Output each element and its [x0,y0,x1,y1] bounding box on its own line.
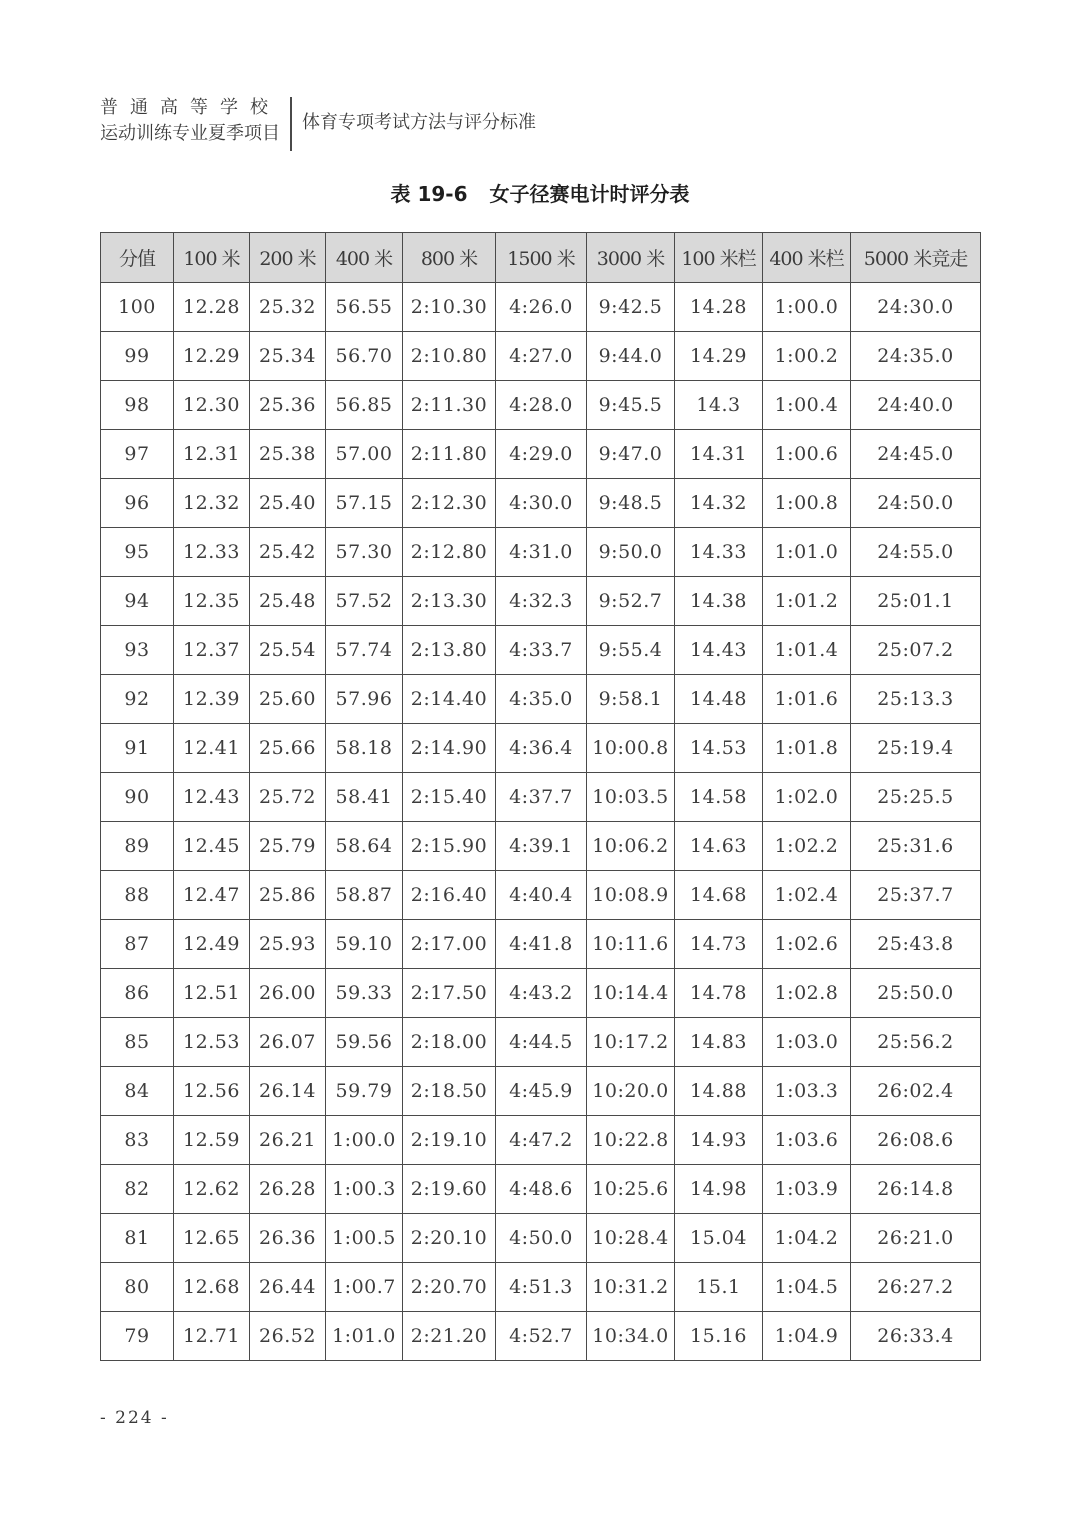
time-cell: 10:00.8 [587,724,675,773]
time-cell: 14.48 [675,675,763,724]
time-cell: 12.30 [174,381,250,430]
time-cell: 1:00.5 [326,1214,403,1263]
time-cell: 9:50.0 [587,528,675,577]
time-cell: 10:28.4 [587,1214,675,1263]
time-cell: 2:12.30 [403,479,496,528]
table-row [101,1116,981,1165]
time-cell: 1:02.8 [763,969,851,1018]
column-header: 3000 米 [587,233,675,283]
time-cell: 14.53 [675,724,763,773]
time-cell: 9:42.5 [587,283,675,332]
table-row [101,1165,981,1214]
time-cell: 25:25.5 [851,773,981,822]
score-cell: 87 [101,920,174,969]
time-cell: 12.41 [174,724,250,773]
time-cell: 14.83 [675,1018,763,1067]
time-cell: 26:02.4 [851,1067,981,1116]
table-row [101,626,981,675]
score-cell: 89 [101,822,174,871]
time-cell: 1:02.2 [763,822,851,871]
time-cell: 14.93 [675,1116,763,1165]
time-cell: 15.04 [675,1214,763,1263]
time-cell: 25.79 [250,822,326,871]
time-cell: 12.49 [174,920,250,969]
time-cell: 2:10.80 [403,332,496,381]
time-cell: 2:20.10 [403,1214,496,1263]
table-row [101,871,981,920]
time-cell: 10:08.9 [587,871,675,920]
score-cell: 79 [101,1312,174,1361]
column-header: 分值 [101,233,174,283]
time-cell: 59.33 [326,969,403,1018]
time-cell: 1:03.3 [763,1067,851,1116]
time-cell: 25.34 [250,332,326,381]
time-cell: 26:33.4 [851,1312,981,1361]
time-cell: 59.79 [326,1067,403,1116]
time-cell: 24:55.0 [851,528,981,577]
table-row [101,283,981,332]
time-cell: 26.28 [250,1165,326,1214]
time-cell: 25.60 [250,675,326,724]
score-cell: 90 [101,773,174,822]
time-cell: 25.93 [250,920,326,969]
table-row [101,381,981,430]
time-cell: 2:13.30 [403,577,496,626]
time-cell: 4:27.0 [496,332,587,381]
time-cell: 25:13.3 [851,675,981,724]
time-cell: 25:19.4 [851,724,981,773]
time-cell: 1:00.0 [326,1116,403,1165]
time-cell: 4:29.0 [496,430,587,479]
column-header: 400 米栏 [763,233,851,283]
time-cell: 1:02.0 [763,773,851,822]
time-cell: 14.33 [675,528,763,577]
time-cell: 1:01.8 [763,724,851,773]
time-cell: 14.29 [675,332,763,381]
table-row [101,1214,981,1263]
time-cell: 57.15 [326,479,403,528]
time-cell: 4:40.4 [496,871,587,920]
time-cell: 26:08.6 [851,1116,981,1165]
time-cell: 12.47 [174,871,250,920]
time-cell: 4:45.9 [496,1067,587,1116]
time-cell: 26.21 [250,1116,326,1165]
time-cell: 10:22.8 [587,1116,675,1165]
time-cell: 4:33.7 [496,626,587,675]
time-cell: 12.56 [174,1067,250,1116]
time-cell: 14.43 [675,626,763,675]
time-cell: 1:04.9 [763,1312,851,1361]
time-cell: 9:55.4 [587,626,675,675]
time-cell: 26.00 [250,969,326,1018]
time-cell: 9:44.0 [587,332,675,381]
time-cell: 10:06.2 [587,822,675,871]
time-cell: 26.44 [250,1263,326,1312]
time-cell: 58.87 [326,871,403,920]
time-cell: 1:02.4 [763,871,851,920]
time-cell: 25:07.2 [851,626,981,675]
time-cell: 25:50.0 [851,969,981,1018]
time-cell: 4:36.4 [496,724,587,773]
time-cell: 25:43.8 [851,920,981,969]
time-cell: 1:01.2 [763,577,851,626]
time-cell: 4:37.7 [496,773,587,822]
time-cell: 26.14 [250,1067,326,1116]
time-cell: 10:25.6 [587,1165,675,1214]
time-cell: 2:19.10 [403,1116,496,1165]
score-cell: 84 [101,1067,174,1116]
time-cell: 15.1 [675,1263,763,1312]
time-cell: 12.45 [174,822,250,871]
time-cell: 57.74 [326,626,403,675]
score-cell: 88 [101,871,174,920]
time-cell: 25:56.2 [851,1018,981,1067]
time-cell: 4:30.0 [496,479,587,528]
time-cell: 10:17.2 [587,1018,675,1067]
time-cell: 12.71 [174,1312,250,1361]
time-cell: 2:15.90 [403,822,496,871]
time-cell: 12.65 [174,1214,250,1263]
time-cell: 4:41.8 [496,920,587,969]
time-cell: 4:39.1 [496,822,587,871]
score-cell: 85 [101,1018,174,1067]
header-left [100,95,290,147]
time-cell: 25.36 [250,381,326,430]
time-cell: 4:44.5 [496,1018,587,1067]
time-cell: 2:11.80 [403,430,496,479]
time-cell: 2:16.40 [403,871,496,920]
time-cell: 1:00.3 [326,1165,403,1214]
time-cell: 26:27.2 [851,1263,981,1312]
time-cell: 4:48.6 [496,1165,587,1214]
time-cell: 25.38 [250,430,326,479]
time-cell: 1:03.6 [763,1116,851,1165]
time-cell: 10:14.4 [587,969,675,1018]
time-cell: 12.28 [174,283,250,332]
table-row [101,675,981,724]
time-cell: 1:00.6 [763,430,851,479]
time-cell: 14.73 [675,920,763,969]
column-header: 5000 米竞走 [851,233,981,283]
time-cell: 57.30 [326,528,403,577]
running-header [100,95,536,147]
score-cell: 93 [101,626,174,675]
time-cell: 14.78 [675,969,763,1018]
time-cell: 10:11.6 [587,920,675,969]
time-cell: 1:01.0 [326,1312,403,1361]
table-body [101,283,981,1361]
time-cell: 4:52.7 [496,1312,587,1361]
table-row [101,1067,981,1116]
time-cell: 25.72 [250,773,326,822]
time-cell: 14.3 [675,381,763,430]
table-row [101,920,981,969]
score-cell: 95 [101,528,174,577]
time-cell: 58.64 [326,822,403,871]
header-book-title: 体育专项考试方法与评分标准 [302,112,536,133]
score-table [100,232,981,1361]
time-cell: 1:01.0 [763,528,851,577]
time-cell: 12.39 [174,675,250,724]
table-row [101,332,981,381]
time-cell: 2:15.40 [403,773,496,822]
table-row [101,773,981,822]
time-cell: 2:19.60 [403,1165,496,1214]
time-cell: 12.32 [174,479,250,528]
time-cell: 9:58.1 [587,675,675,724]
score-cell: 81 [101,1214,174,1263]
time-cell: 12.68 [174,1263,250,1312]
time-cell: 25.40 [250,479,326,528]
time-cell: 14.28 [675,283,763,332]
time-cell: 4:51.3 [496,1263,587,1312]
table-row [101,430,981,479]
table-caption: 女子径赛电计时评分表 [489,182,690,206]
time-cell: 2:21.20 [403,1312,496,1361]
time-cell: 25:37.7 [851,871,981,920]
time-cell: 25:31.6 [851,822,981,871]
score-cell: 91 [101,724,174,773]
time-cell: 14.32 [675,479,763,528]
score-cell: 99 [101,332,174,381]
score-cell: 96 [101,479,174,528]
time-cell: 56.85 [326,381,403,430]
time-cell: 26:21.0 [851,1214,981,1263]
time-cell: 1:00.8 [763,479,851,528]
time-cell: 12.51 [174,969,250,1018]
time-cell: 1:00.0 [763,283,851,332]
time-cell: 1:03.0 [763,1018,851,1067]
table-number: 表 19-6 [390,182,468,206]
score-cell: 97 [101,430,174,479]
time-cell: 14.63 [675,822,763,871]
column-header: 1500 米 [496,233,587,283]
time-cell: 4:47.2 [496,1116,587,1165]
time-cell: 59.56 [326,1018,403,1067]
time-cell: 1:03.9 [763,1165,851,1214]
table-row [101,1018,981,1067]
time-cell: 2:13.80 [403,626,496,675]
time-cell: 2:17.00 [403,920,496,969]
time-cell: 57.00 [326,430,403,479]
time-cell: 4:32.3 [496,577,587,626]
time-cell: 25.32 [250,283,326,332]
time-cell: 4:43.2 [496,969,587,1018]
time-cell: 14.38 [675,577,763,626]
time-cell: 2:10.30 [403,283,496,332]
time-cell: 12.53 [174,1018,250,1067]
score-cell: 82 [101,1165,174,1214]
time-cell: 2:14.90 [403,724,496,773]
time-cell: 58.18 [326,724,403,773]
score-cell: 98 [101,381,174,430]
time-cell: 2:20.70 [403,1263,496,1312]
time-cell: 12.43 [174,773,250,822]
time-cell: 25:01.1 [851,577,981,626]
time-cell: 9:48.5 [587,479,675,528]
header-school-line: 普通高等学校 [100,97,280,118]
column-header: 200 米 [250,233,326,283]
page-number: - 224 - [100,1408,169,1428]
time-cell: 1:01.6 [763,675,851,724]
time-cell: 24:35.0 [851,332,981,381]
table-row [101,479,981,528]
time-cell: 12.29 [174,332,250,381]
time-cell: 58.41 [326,773,403,822]
time-cell: 2:18.00 [403,1018,496,1067]
time-cell: 9:47.0 [587,430,675,479]
time-cell: 1:04.2 [763,1214,851,1263]
score-cell: 100 [101,283,174,332]
score-cell: 92 [101,675,174,724]
time-cell: 24:30.0 [851,283,981,332]
time-cell: 57.96 [326,675,403,724]
time-cell: 10:20.0 [587,1067,675,1116]
time-cell: 24:45.0 [851,430,981,479]
time-cell: 12.59 [174,1116,250,1165]
table-row [101,1263,981,1312]
time-cell: 25.66 [250,724,326,773]
time-cell: 2:12.80 [403,528,496,577]
time-cell: 4:35.0 [496,675,587,724]
table-row [101,724,981,773]
time-cell: 4:50.0 [496,1214,587,1263]
time-cell: 14.58 [675,773,763,822]
time-cell: 2:11.30 [403,381,496,430]
time-cell: 4:31.0 [496,528,587,577]
time-cell: 2:18.50 [403,1067,496,1116]
time-cell: 14.31 [675,430,763,479]
time-cell: 14.88 [675,1067,763,1116]
time-cell: 1:00.4 [763,381,851,430]
table-header-row [101,233,981,283]
table-row [101,1312,981,1361]
time-cell: 26.52 [250,1312,326,1361]
header-program-line: 运动训练专业夏季项目 [100,123,280,144]
time-cell: 25.42 [250,528,326,577]
time-cell: 1:02.6 [763,920,851,969]
time-cell: 14.68 [675,871,763,920]
time-cell: 1:00.7 [326,1263,403,1312]
table-title [0,178,1080,207]
time-cell: 26.07 [250,1018,326,1067]
time-cell: 2:14.40 [403,675,496,724]
time-cell: 24:40.0 [851,381,981,430]
score-cell: 80 [101,1263,174,1312]
time-cell: 1:00.2 [763,332,851,381]
time-cell: 24:50.0 [851,479,981,528]
table-row [101,969,981,1018]
time-cell: 25.54 [250,626,326,675]
time-cell: 9:52.7 [587,577,675,626]
time-cell: 26:14.8 [851,1165,981,1214]
time-cell: 56.70 [326,332,403,381]
time-cell: 4:28.0 [496,381,587,430]
time-cell: 10:03.5 [587,773,675,822]
column-header: 800 米 [403,233,496,283]
time-cell: 12.33 [174,528,250,577]
table-row [101,822,981,871]
score-cell: 83 [101,1116,174,1165]
time-cell: 25.48 [250,577,326,626]
time-cell: 57.52 [326,577,403,626]
time-cell: 9:45.5 [587,381,675,430]
time-cell: 2:17.50 [403,969,496,1018]
table-row [101,528,981,577]
column-header: 100 米栏 [675,233,763,283]
time-cell: 12.62 [174,1165,250,1214]
column-header: 400 米 [326,233,403,283]
time-cell: 12.37 [174,626,250,675]
score-cell: 94 [101,577,174,626]
time-cell: 4:26.0 [496,283,587,332]
column-header: 100 米 [174,233,250,283]
score-cell: 86 [101,969,174,1018]
time-cell: 25.86 [250,871,326,920]
time-cell: 10:31.2 [587,1263,675,1312]
time-cell: 59.10 [326,920,403,969]
table-row [101,577,981,626]
time-cell: 1:04.5 [763,1263,851,1312]
time-cell: 15.16 [675,1312,763,1361]
time-cell: 56.55 [326,283,403,332]
time-cell: 14.98 [675,1165,763,1214]
time-cell: 12.35 [174,577,250,626]
time-cell: 12.31 [174,430,250,479]
time-cell: 1:01.4 [763,626,851,675]
time-cell: 10:34.0 [587,1312,675,1361]
time-cell: 26.36 [250,1214,326,1263]
